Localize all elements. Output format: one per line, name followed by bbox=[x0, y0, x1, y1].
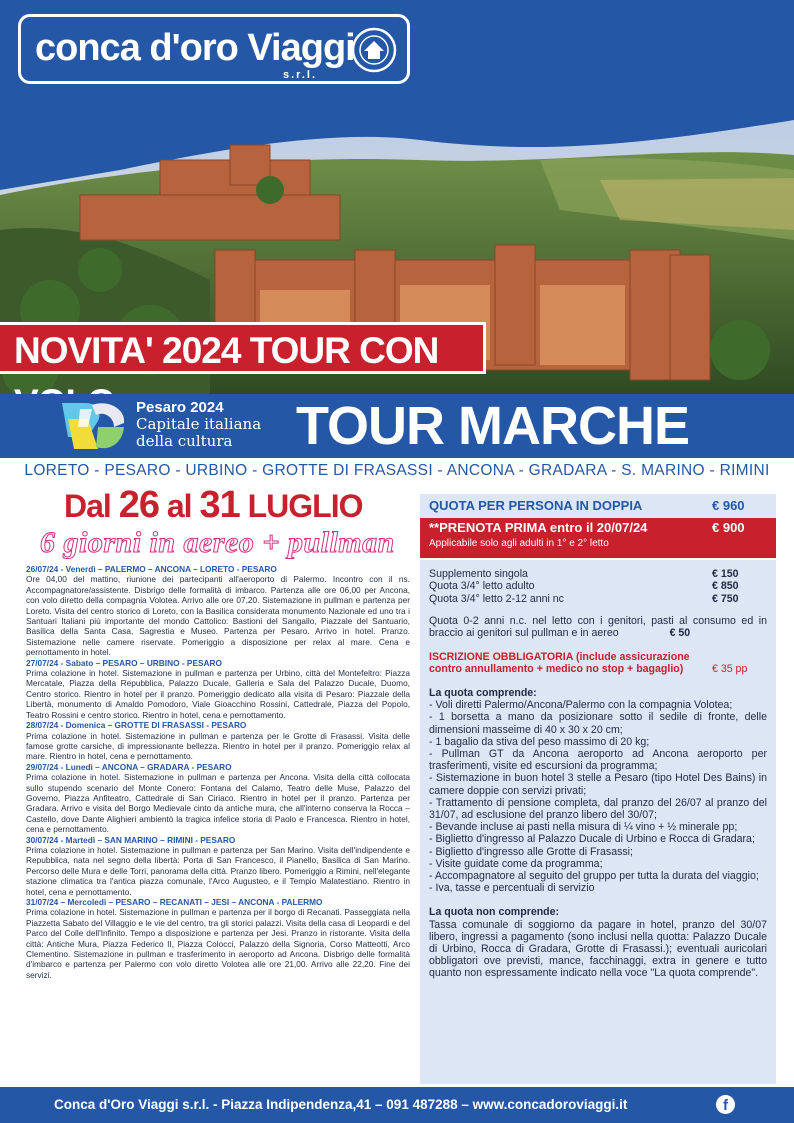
itinerary-line: LORETO - PESARO - URBINO - GROTTE DI FRASASSI - ANCONA - GRADARA - S. MARINO - RIMINI bbox=[24, 462, 770, 479]
tour-dates bbox=[64, 484, 362, 527]
pesaro-capitale-logo-icon bbox=[58, 397, 130, 455]
quota-doppia-row bbox=[420, 494, 776, 518]
day-text: Prima colazione in hotel. Sistemazione in pullman e partenza per le Grotte di Frasassi. Visita delle famose grotte carsiche, di impressionante bellezza. Rientro in hotel per il pranzo. Pomeriggio relax al mare. Rientro in hotel, cena e pernottamento. bbox=[26, 730, 410, 762]
day-title: 29/07/24 - Lunedì – ANCONA – GRADARA - PESARO bbox=[26, 761, 232, 772]
includes-title: La quota comprende: bbox=[429, 686, 537, 699]
dates-mid: al bbox=[158, 488, 200, 524]
include-item: - Biglietto d'ingresso alle Grotte di Frasassi; bbox=[429, 845, 633, 858]
supplement-price: € 850 bbox=[712, 580, 739, 593]
footer-bar bbox=[0, 1087, 794, 1123]
day-title: 26/07/24 - Venerdì – PALERMO – ANCONA – LORETO - PESARO bbox=[26, 564, 277, 574]
program-day bbox=[26, 564, 410, 658]
excludes-text bbox=[429, 919, 767, 980]
include-item: - Pullman GT da Ancona aeroporto ad Ancona aeroporto per trasferimenti, visite ed escursioni da programma; bbox=[429, 748, 767, 773]
infant-quote bbox=[429, 615, 767, 639]
pricing-details bbox=[420, 560, 776, 1084]
supplement-row bbox=[429, 580, 767, 592]
header-bar bbox=[0, 0, 794, 100]
quota-price: € 960 bbox=[712, 498, 745, 513]
tour-title: TOUR MARCHE bbox=[296, 396, 689, 456]
supplement-price: € 750 bbox=[712, 592, 739, 605]
day-title: 27/07/24 - Sabato – PESARO – URBINO - PESARO bbox=[26, 657, 222, 668]
day-title: 28/07/24 - Domenica – GROTTE DI FRASASSI - PESARO bbox=[26, 720, 247, 731]
prenota-label: **PRENOTA PRIMA entro il 20/07/24 bbox=[429, 520, 648, 535]
includes-list bbox=[429, 699, 767, 894]
program-day bbox=[26, 897, 410, 980]
include-item: - Visite guidate come da programma; bbox=[429, 857, 603, 870]
excludes-title: La quota non comprende: bbox=[429, 906, 560, 919]
facebook-icon[interactable]: f bbox=[716, 1095, 735, 1114]
daily-program bbox=[26, 564, 410, 980]
include-item: - Iva, tasse e percentuali di servizio bbox=[429, 882, 595, 895]
iscrizione-line-1: ISCRIZIONE OBBLIGATORIA (include assicurazione bbox=[429, 650, 690, 663]
program-day bbox=[26, 762, 410, 835]
include-item: - Trattamento di pensione completa, dal pranzo del 26/07 al pranzo del 31/07, ad esclusione del pranzo libero del 30/07; bbox=[429, 796, 767, 822]
quota-label: QUOTA PER PERSONA IN DOPPIA bbox=[429, 498, 643, 513]
day-text: Ore 04,00 del mattino, riunione dei partecipanti all'aeroporto di Palermo. Incontro con il ns. Accompagnatore/assistente. Disbrigo delle formalità di imbarco. Partenza alle ore 06,00 per Ancona, con volo diretto della compagnia Volotea. Arrivo alle ore 07,20. Sistemazione in pullman e partenza per Loreto. Visita del centro storico di Loreto, con la Basilica considerata monumento Nazionale ed uno tra i Santuari Italiani più importante del mondo Cattolico: Bastioni del Sangallo, Piazzale del Santuario, Basilica della Santa Casa, Sagrestia e Museo. Partenza per Pesaro. Arrivo in hotel. Pranzo. Sistemazione nelle camere riservate. Pomeriggio a disposizione per relax al mare. Cena e pernottamento in hotel. bbox=[26, 574, 410, 658]
include-item: - Sistemazione in buon hotel 3 stelle a Pesaro (tipo Hotel Des Bains) in camere doppie con servizi privati; bbox=[429, 772, 767, 797]
novita-banner: NOVITA' 2024 TOUR CON bbox=[0, 322, 486, 374]
include-item: - Bevande incluse ai pasti nella misura di ¼ vino + ½ minerale pp; bbox=[429, 821, 738, 834]
supplement-label: Quota 3/4° letto 2-12 anni nc bbox=[429, 592, 564, 605]
exclude-text: Tassa comunale di soggiorno da pagare in hotel, pranzo del 30/07 libero, ingressi a pagamento (sono inclusi nella quotta: Palazzo Ducale di Urbino, Rocca di Gradara, Grotte di Frasassi.); eventuali auricolari obbligatori ove previsti, mance, facchinaggi, extra in genere e tutto quanto non espressamente indicato nella voce "La quota comprende". bbox=[429, 918, 767, 980]
program-day bbox=[26, 658, 410, 720]
include-item: - Voli diretti Palermo/Ancona/Palermo con la compagnia Volotea; bbox=[429, 699, 733, 712]
infant-text: Quota 0-2 anni n.c. nel letto con i genitori, pasti al consumo ed in braccio ai genitori sul pullman e in aereo bbox=[429, 615, 767, 640]
date-end: 31 bbox=[199, 484, 240, 526]
dates-month: LUGLIO bbox=[239, 488, 363, 524]
prenota-price: € 900 bbox=[712, 520, 745, 535]
date-start: 26 bbox=[118, 484, 159, 526]
supplement-row bbox=[429, 593, 767, 605]
program-day bbox=[26, 835, 410, 897]
dates-prefix: Dal bbox=[64, 488, 119, 524]
supplement-label: Supplemento singola bbox=[429, 568, 528, 580]
day-text: Prima colazione in hotel. Sistemazione in pullman e partenza per San Marino. Visita dell'indipendente e Repubblica, nata nel segno della libertà: Porta di San Francesco, il Pianello, Basilica di San Marino. Percorso delle Mura e delle Torri, panorama della città. Pranzo libero. Pomeriggio a Rimini, nell'elegante stazione climatica tra l'antica piazza comunale, l'Arco Augusteo, e il Tempio Malatestiano. Rientro in hotel, cena e pernottamento. bbox=[26, 844, 410, 897]
prenota-note: Applicabile solo agli adulti in 1° e 2° letto bbox=[429, 538, 609, 549]
supplement-row bbox=[429, 568, 767, 580]
day-text: Prima colazione in hotel. Sistemazione in pullman e partenza per il borgo di Recanati. Passeggiata nella Piazzetta Sabato del Villaggio e le vie del centro, tra gli storici palazzi. Visita della casa di Leopardi e del Parco del Colle dell'Infinito. Tempo a disposizione e partenza per Jesi. Pranzo in ristorante. Visita della città: Antiche Mura, Piazza Federico II, Piazza Colocci, Palazzo della Signoria, Corso Matteotti, Arco Clementino. Sistemazione in pullman e trasferimento in aeroporto ad Ancona. Disbrigo delle formalità d'imbarco e partenza per Palermo con volo diretto Volotea alle ore 21,00. Arrivo alle 22,20. Fine dei servizi. bbox=[26, 907, 410, 980]
title-band bbox=[0, 394, 794, 458]
infant-price: € 50 bbox=[669, 627, 691, 640]
pesaro-line-1: Pesaro 2024 bbox=[136, 399, 224, 416]
brand-srl: s.r.l. bbox=[283, 69, 318, 81]
footer-contact: Conca d'Oro Viaggi s.r.l. - Piazza Indipendenza,41 – 091 487288 – www.concadoroviaggi.it bbox=[54, 1097, 628, 1112]
brand-logo bbox=[18, 14, 410, 84]
pesaro-capital-text bbox=[136, 399, 261, 450]
day-title: 31/07/24 – Mercoledì – PESARO – RECANATI – JESI – ANCONA - PALERMO bbox=[26, 897, 323, 907]
pesaro-line-2: Capitale italiana bbox=[136, 415, 262, 433]
include-item: - Accompagnatore al seguito del gruppo per tutta la durata del viaggio; bbox=[429, 870, 759, 883]
supplement-price: € 150 bbox=[712, 568, 739, 580]
iscrizione-price: € 35 pp bbox=[712, 662, 748, 675]
prenota-prima-box bbox=[420, 518, 776, 558]
include-item: - 1 bagalio da stiva del peso massimo di 20 kg; bbox=[429, 735, 650, 748]
pesaro-line-3: della cultura bbox=[136, 432, 233, 450]
iscrizione-line-2: contro annullamento + medico no stop + bagaglio) bbox=[429, 662, 684, 675]
iscrizione-obbligatoria bbox=[429, 651, 767, 675]
day-text: Prima colazione in hotel. Sistemazione in pullman e partenza per Ancona. Visita della città collocata sullo stupendo scenario del Monte Conero: Fontana del Calamo, Teatro delle Muse, Palazzo del Governo, Piazza Anfiteatro, Cattedrale di San Ciriaco. Rientro in hotel per il pranzo. Partenza per Gradara. Arrivo e visita del Borgo Medievale cinto da antiche mura, che all'interno conserva la Rocca – Castello, dove Dante Alighieri ambientò la tragica infelice storia di Paolo e Francesca. Rientro in hotel, cena e pernottamento. bbox=[26, 772, 410, 835]
tour-duration: 6 giorni in aereo + pullman bbox=[40, 526, 395, 559]
supplement-label: Quota 3/4° letto adulto bbox=[429, 580, 535, 593]
brand-name: conca d'oro Viaggi bbox=[35, 27, 355, 69]
program-day bbox=[26, 720, 410, 762]
include-item: - 1 borsetta a mano da posizionare sotto il sedile di fronte, delle dimensioni masseime di 40 x 30 x 20 cm; bbox=[429, 711, 767, 736]
include-item: - Biglietto d'ingresso al Palazzo Ducale di Urbino e Rocca di Gradara; bbox=[429, 833, 755, 846]
day-text: Prima colazione in hotel. Sistemazione in pullman e partenza per Urbino, città del Montefeltro: Piazza Mercatale, Piazza della Repubblica, Palazzo Ducale, Galleria e Sala del Palazzo Ducale, Duomo, Centro storico. Rientro in hotel per il pranzo. Pomeriggio dedicato alla visita di Pesaro: Piazzale della Libertà, monumento di Amaldo Pomodoro, Viale Gioacchino Rossini, Cattedrale, Piazza del Popolo, Teatro Rossini e centro storico. Rientro in hotel, cena e pernottamento. bbox=[26, 668, 410, 720]
day-title: 30/07/24 - Martedì – SAN MARINO – RIMINI - PESARO bbox=[26, 834, 236, 845]
seal-icon bbox=[351, 27, 397, 73]
